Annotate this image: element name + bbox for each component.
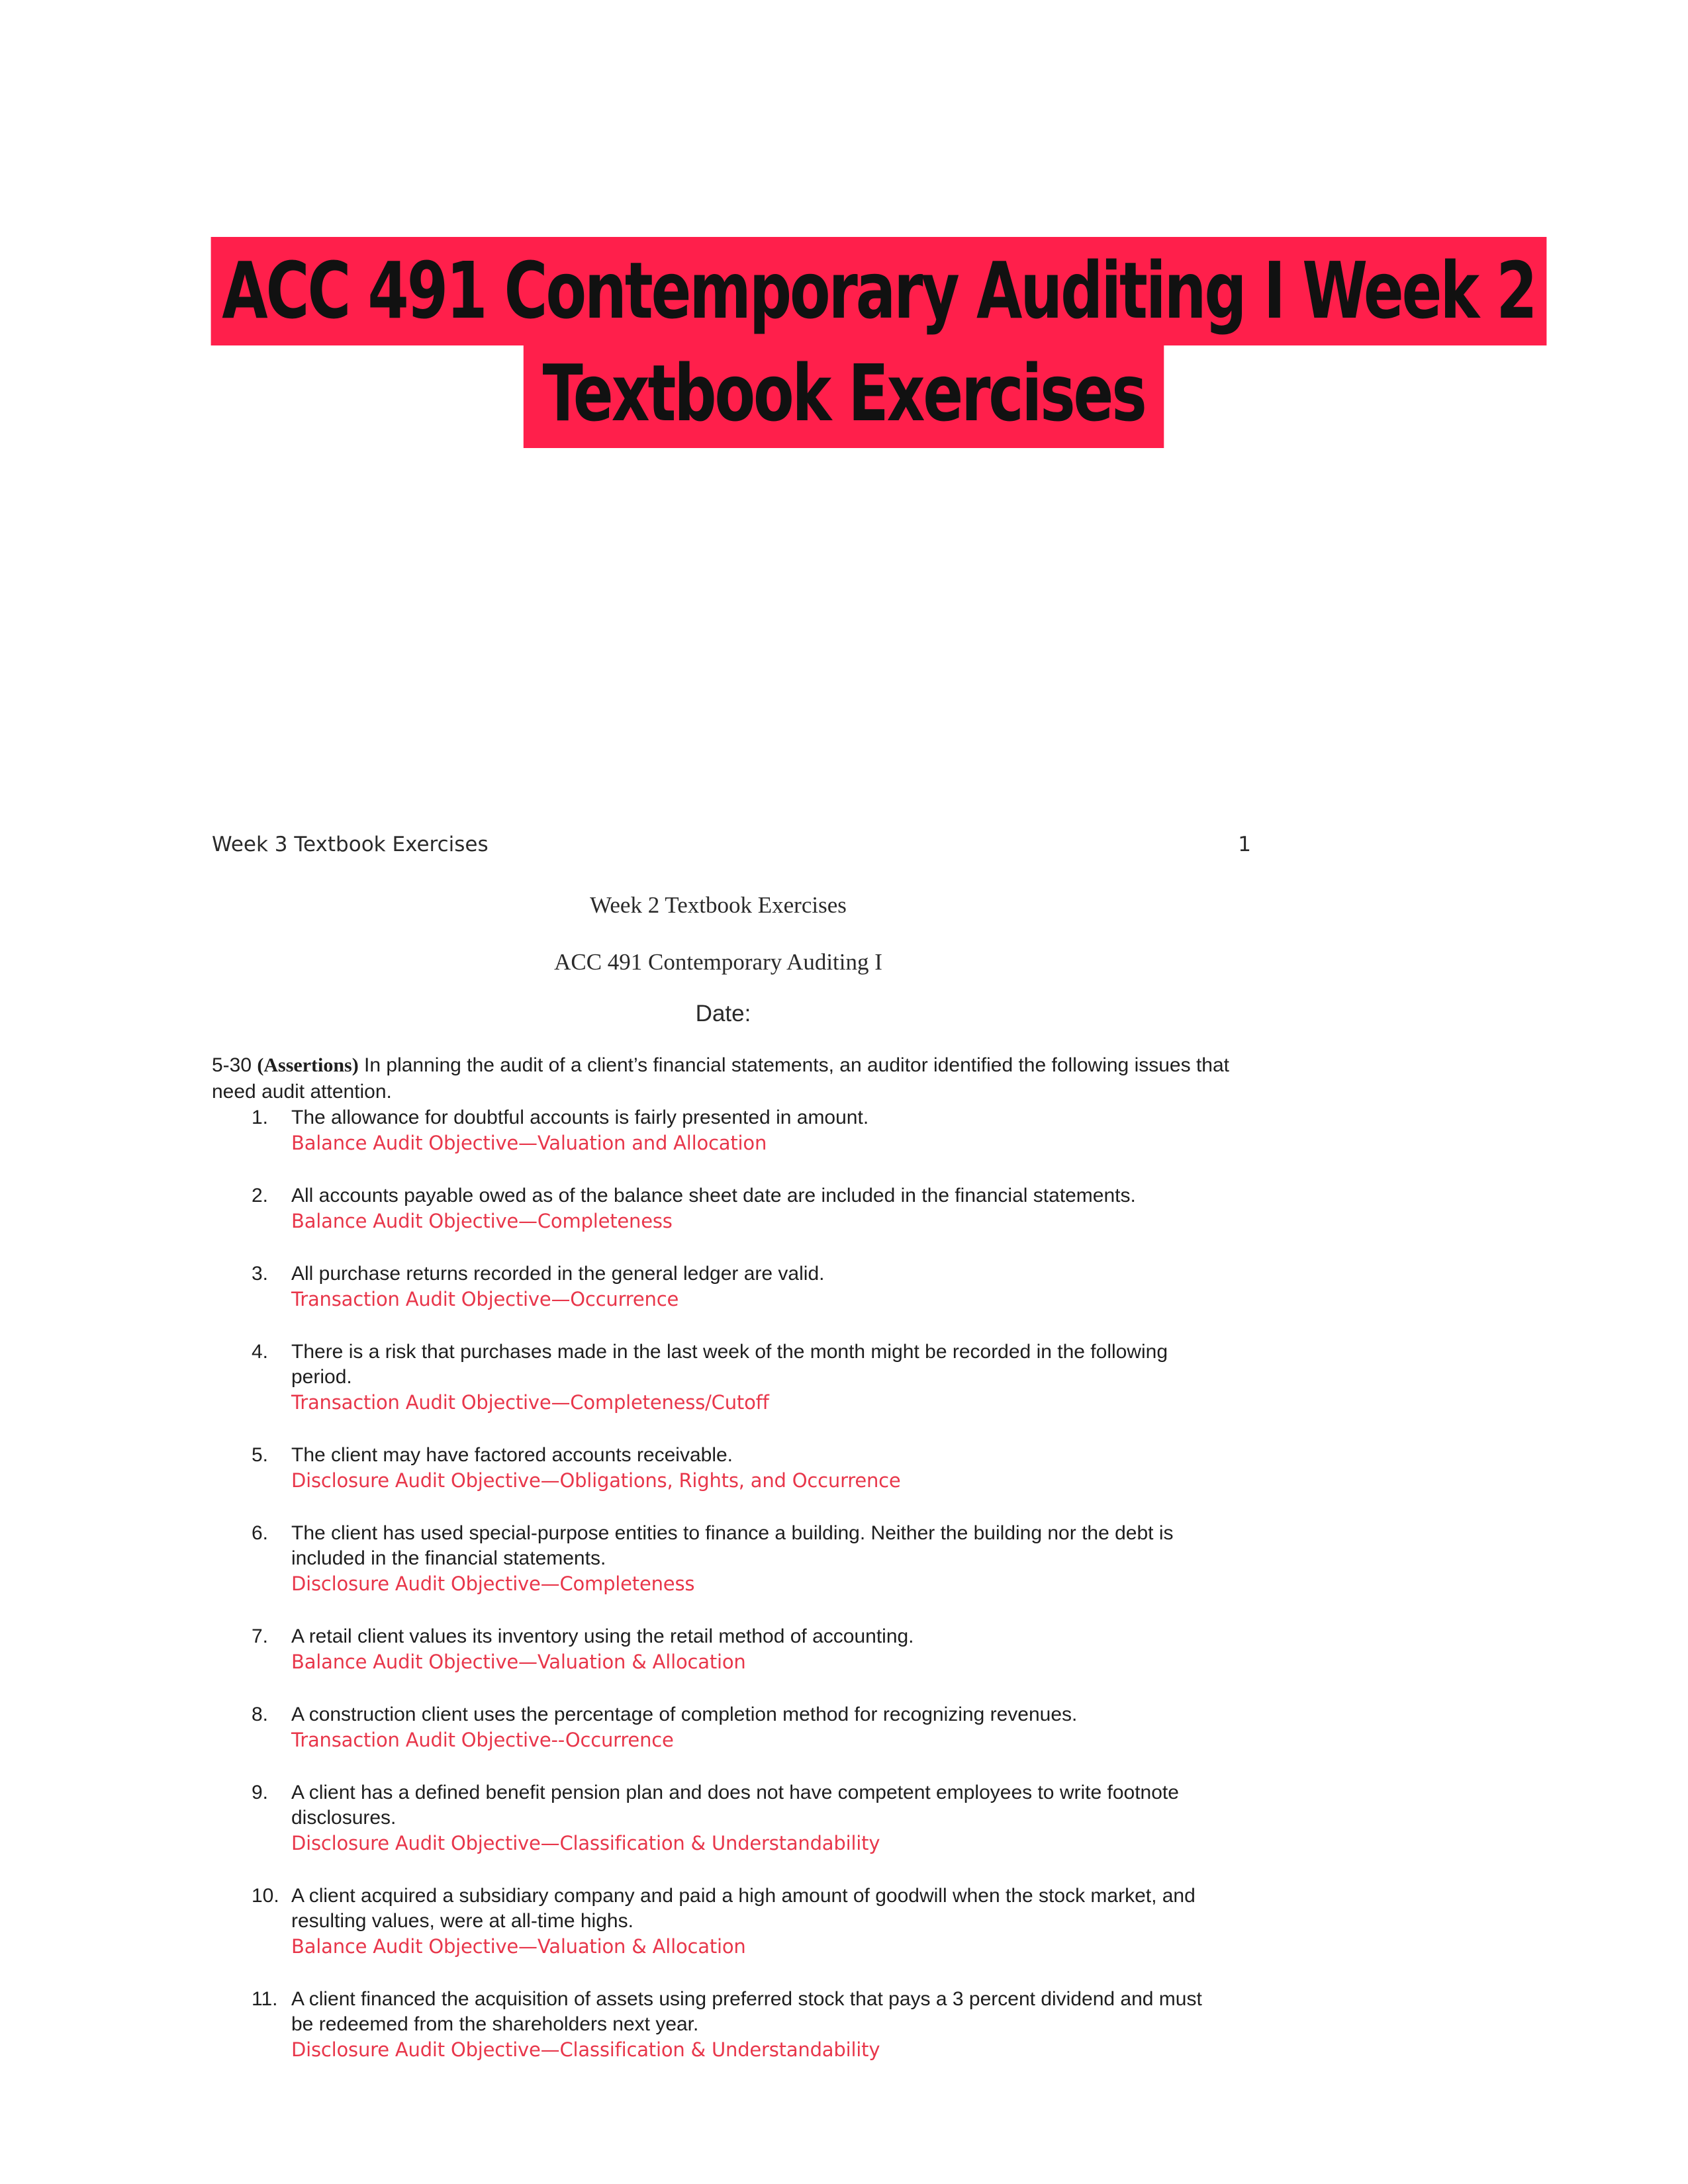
item-number: 10.: [252, 1885, 279, 1907]
list-item: [212, 1183, 1244, 1234]
exercise-intro: [212, 1052, 1251, 1105]
banner-title-text-2: Textbook Exercises: [524, 340, 1164, 448]
item-answer: Transaction Audit Objective—Occurrence: [291, 1288, 679, 1310]
exercise-code: 5-30: [212, 1054, 252, 1076]
list-item: [212, 1261, 1244, 1312]
item-number: 11.: [252, 1988, 278, 2010]
item-number: 6.: [252, 1522, 269, 1544]
list-item: [212, 1521, 1244, 1596]
item-question: A retail client values its inventory using the retail method of accounting.: [291, 1625, 914, 1647]
item-number: 4.: [252, 1341, 269, 1363]
exercise-item-list: [212, 1105, 1244, 2062]
running-header: [212, 814, 1251, 856]
list-item: [212, 1702, 1244, 1752]
item-question: All accounts payable owed as of the balance sheet date are included in the financial statements.: [291, 1185, 1136, 1206]
item-question: A construction client uses the percentage of completion method for recognizing revenues.: [291, 1704, 1078, 1725]
item-answer: Disclosure Audit Objective—Classification & Understandability: [291, 2038, 880, 2061]
item-answer: Balance Audit Objective—Valuation and Allocation: [291, 1132, 767, 1154]
course-name: ACC 491 Contemporary Auditing I: [554, 949, 882, 975]
item-answer: Balance Audit Objective—Completeness: [291, 1210, 673, 1232]
item-number: 9.: [252, 1782, 269, 1803]
item-question: The client has used special-purpose entities to finance a building. Neither the building nor the debt is included in the financial statements.: [291, 1522, 1174, 1569]
running-head-title: Week 3 Textbook Exercises: [212, 833, 489, 856]
item-answer: Disclosure Audit Objective—Classification & Understandability: [291, 1832, 880, 1854]
list-item: [212, 1443, 1244, 1493]
date-label: Date:: [695, 1001, 751, 1026]
item-question: There is a risk that purchases made in the last week of the month might be recorded in the following period.: [291, 1341, 1168, 1388]
list-item: [212, 1105, 1244, 1156]
item-question: A client has a defined benefit pension plan and does not have competent employees to write footnote disclosures.: [291, 1782, 1179, 1829]
exercise-tag: (Assertions): [257, 1054, 359, 1076]
banner-title-text-1: ACC 491 Contemporary Auditing I Week 2: [211, 237, 1547, 345]
item-question: A client financed the acquisition of assets using preferred stock that pays a 3 percent dividend and must be redeemed from the shareholders next year.: [291, 1988, 1202, 2035]
item-question: All purchase returns recorded in the general ledger are valid.: [291, 1263, 825, 1285]
item-answer: Transaction Audit Objective--Occurrence: [291, 1729, 674, 1751]
list-item: [212, 1624, 1244, 1674]
document-page: [212, 814, 1251, 2062]
item-answer: Disclosure Audit Objective—Obligations, Rights, and Occurrence: [291, 1469, 901, 1492]
page-number: 1: [1238, 833, 1251, 856]
list-item: [212, 1987, 1244, 2062]
item-answer: Balance Audit Objective—Valuation & Allocation: [291, 1651, 746, 1673]
item-number: 2.: [252, 1185, 269, 1206]
banner-title-line-1: [0, 237, 1688, 345]
item-question: A client acquired a subsidiary company and paid a high amount of goodwill when the stock market, and resulting values, were at all-time highs.: [291, 1885, 1196, 1932]
item-answer: Transaction Audit Objective—Completeness/Cutoff: [291, 1391, 769, 1414]
list-item: [212, 1884, 1244, 1959]
item-number: 5.: [252, 1444, 269, 1466]
item-number: 1.: [252, 1107, 269, 1128]
item-number: 8.: [252, 1704, 269, 1725]
item-answer: Balance Audit Objective—Valuation & Allocation: [291, 1935, 746, 1958]
exercise-intro-text: In planning the audit of a client’s financial statements, an auditor identified the following issues that need audit attention.: [212, 1054, 1229, 1103]
list-item: [212, 1340, 1244, 1415]
item-question: The client may have factored accounts receivable.: [291, 1444, 733, 1466]
item-answer: Disclosure Audit Objective—Completeness: [291, 1572, 695, 1595]
item-number: 3.: [252, 1263, 269, 1285]
banner-title-line-2: [0, 340, 1688, 448]
document-title: Week 2 Textbook Exercises: [590, 892, 847, 918]
list-item: [212, 1780, 1244, 1856]
item-number: 7.: [252, 1625, 269, 1647]
item-question: The allowance for doubtful accounts is fairly presented in amount.: [291, 1107, 869, 1128]
